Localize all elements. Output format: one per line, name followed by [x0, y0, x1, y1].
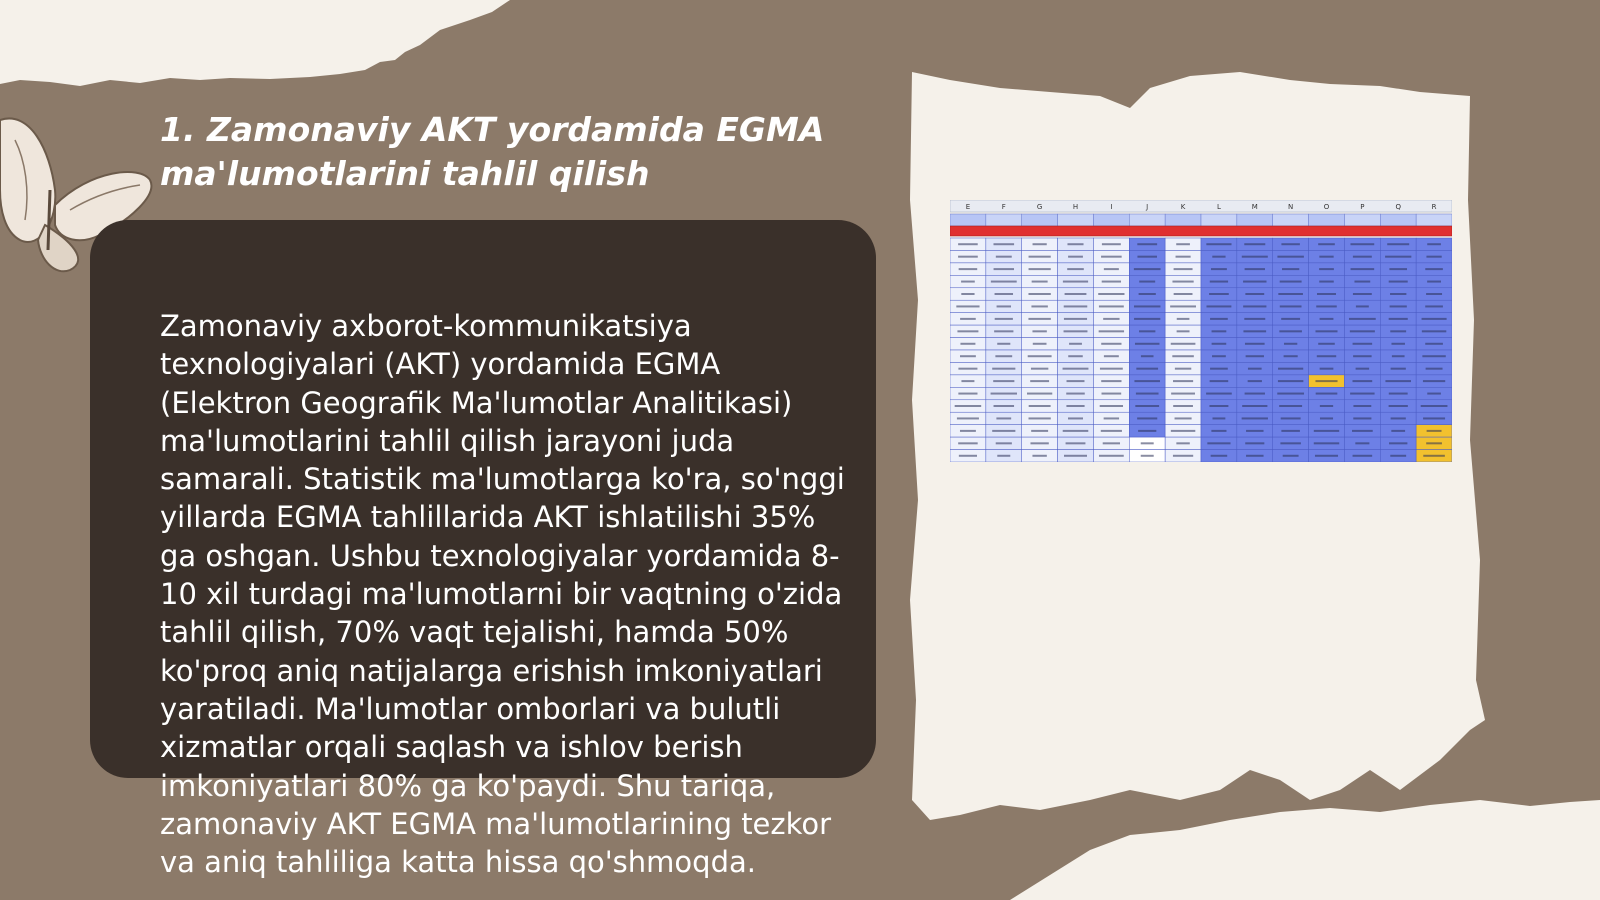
column-letter: H	[1072, 203, 1079, 211]
column-letter: P	[1360, 203, 1365, 211]
column-letter: I	[1110, 203, 1113, 211]
spreadsheet-image	[950, 200, 1452, 462]
bottom-torn-paper	[1010, 800, 1600, 900]
slide-title-line-1: 1. Zamonaviy AKT yordamida EGMA	[160, 110, 825, 149]
column-letter: K	[1180, 203, 1186, 211]
column-letter: R	[1431, 203, 1437, 211]
column-letter: F	[1001, 203, 1006, 211]
column-letter: O	[1323, 203, 1330, 211]
column-letter: L	[1216, 203, 1221, 211]
spreadsheet-grid	[950, 200, 1452, 462]
column-letter: N	[1288, 203, 1294, 211]
column-letter: G	[1036, 203, 1043, 211]
body-paragraph: Zamonaviy axborot-kommunikatsiya texnologiyalari (AKT) yordamida EGMA (Elektron Geografik Ma'lumotlar Analitikasi) ma'lumotlarini tahlil qilish jarayoni juda samarali. Statistik ma'lumotlarga ko'ra, so'nggi yillarda EGMA tahlillarida AKT ishlatilishi 35% ga oshgan. Ushbu texnologiyalar yordamida 8-10 xil turdagi ma'lumotlarni bir vaqtning o'zida tahlil qilish, 70% vaqt tejalishi, hamda 50% ko'proq aniq natijalarga erishish imkoniyatlari yaratiladi. Ma'lumotlar omborlari va bulutli xizmatlar orqali saqlash va ishlov berish imkoniyatlari 80% ga ko'paydi. Shu tariqa, zamonaviy AKT EGMA ma'lumotlarining tezkor va aniq tahliliga katta hissa qo'shmoqda.	[160, 309, 845, 880]
column-letter: E	[965, 203, 971, 211]
top-torn-paper	[0, 0, 510, 86]
column-letter: J	[1146, 203, 1149, 211]
slide-title	[160, 108, 860, 196]
column-letter: Q	[1395, 203, 1401, 211]
slide-title-line-2: ma'lumotlarini tahlil qilish	[160, 154, 650, 193]
column-letter: M	[1251, 203, 1258, 211]
